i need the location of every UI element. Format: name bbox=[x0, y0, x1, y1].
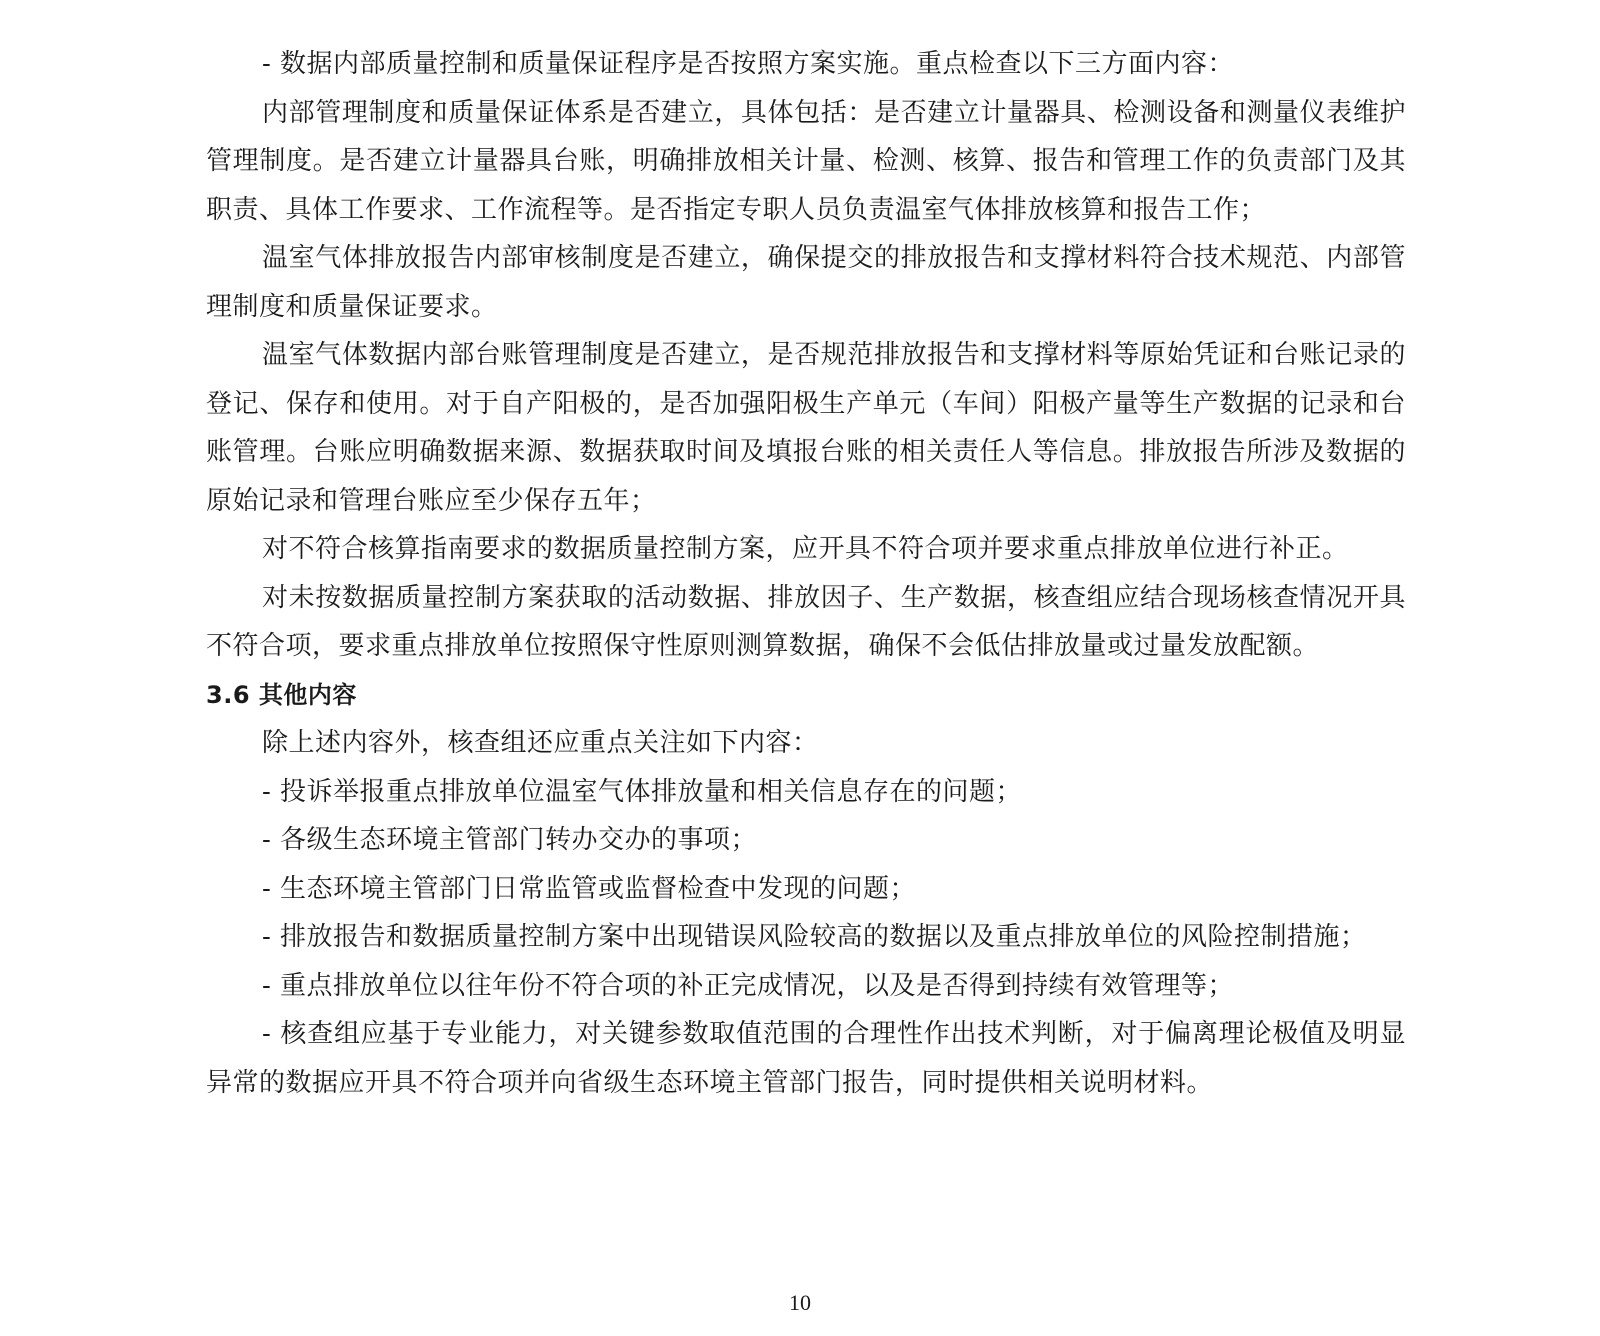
list-item: - 生态环境主管部门日常监管或监督检查中发现的问题； bbox=[262, 873, 917, 904]
paragraph: 内部管理制度和质量保证体系是否建立，具体包括：是否建立计量器具、检测设备和测量仪表维护管理制度。是否建立计量器具台账，明确排放相关计量、检测、核算、报告和管理工作的负责部门及其职责、具体工作要求、工作流程等。是否指定专职人员负责温室气体排放核算和报告工作； bbox=[206, 97, 1406, 225]
paragraph: 温室气体数据内部台账管理制度是否建立，是否规范排放报告和支撑材料等原始凭证和台账记录的登记、保存和使用。对于自产阳极的，是否加强阳极生产单元（车间）阳极产量等生产数据的记录和台账管理。台账应明确数据来源、数据获取时间及填报台账的相关责任人等信息。排放报告所涉及数据的原始记录和管理台账应至少保存五年； bbox=[206, 340, 1406, 516]
page-number: 10 bbox=[789, 1290, 811, 1315]
paragraph: 对未按数据质量控制方案获取的活动数据、排放因子、生产数据，核查组应结合现场核查情况开具不符合项，要求重点排放单位按照保守性原则测算数据，确保不会低估排放量或过量发放配额。 bbox=[206, 582, 1406, 661]
list-item: - 各级生态环境主管部门转办交办的事项； bbox=[262, 825, 758, 855]
document-body bbox=[206, 40, 1406, 1107]
paragraph: 除上述内容外，核查组还应重点关注如下内容： bbox=[262, 728, 819, 758]
paragraph: 温室气体排放报告内部审核制度是否建立，确保提交的排放报告和支撑材料符合技术规范、内部管理制度和质量保证要求。 bbox=[206, 243, 1406, 322]
list-item: - 排放报告和数据质量控制方案中出现错误风险较高的数据以及重点排放单位的风险控制措施； bbox=[262, 922, 1367, 952]
paragraph: 对不符合核算指南要求的数据质量控制方案，应开具不符合项并要求重点排放单位进行补正。 bbox=[262, 534, 1349, 564]
section-heading: 3.6 其他内容 bbox=[206, 680, 357, 709]
list-item: - 重点排放单位以往年份不符合项的补正完成情况，以及是否得到持续有效管理等； bbox=[262, 970, 1235, 1001]
list-item: - 投诉举报重点排放单位温室气体排放量和相关信息存在的问题； bbox=[262, 776, 1023, 807]
list-item: - 核查组应基于专业能力，对关键参数取值范围的合理性作出技术判断，对于偏离理论极值及明显异常的数据应开具不符合项并向省级生态环境主管部门报告，同时提供相关说明材料。 bbox=[206, 1019, 1406, 1098]
paragraph: - 数据内部质量控制和质量保证程序是否按照方案实施。重点检查以下三方面内容： bbox=[262, 49, 1235, 79]
